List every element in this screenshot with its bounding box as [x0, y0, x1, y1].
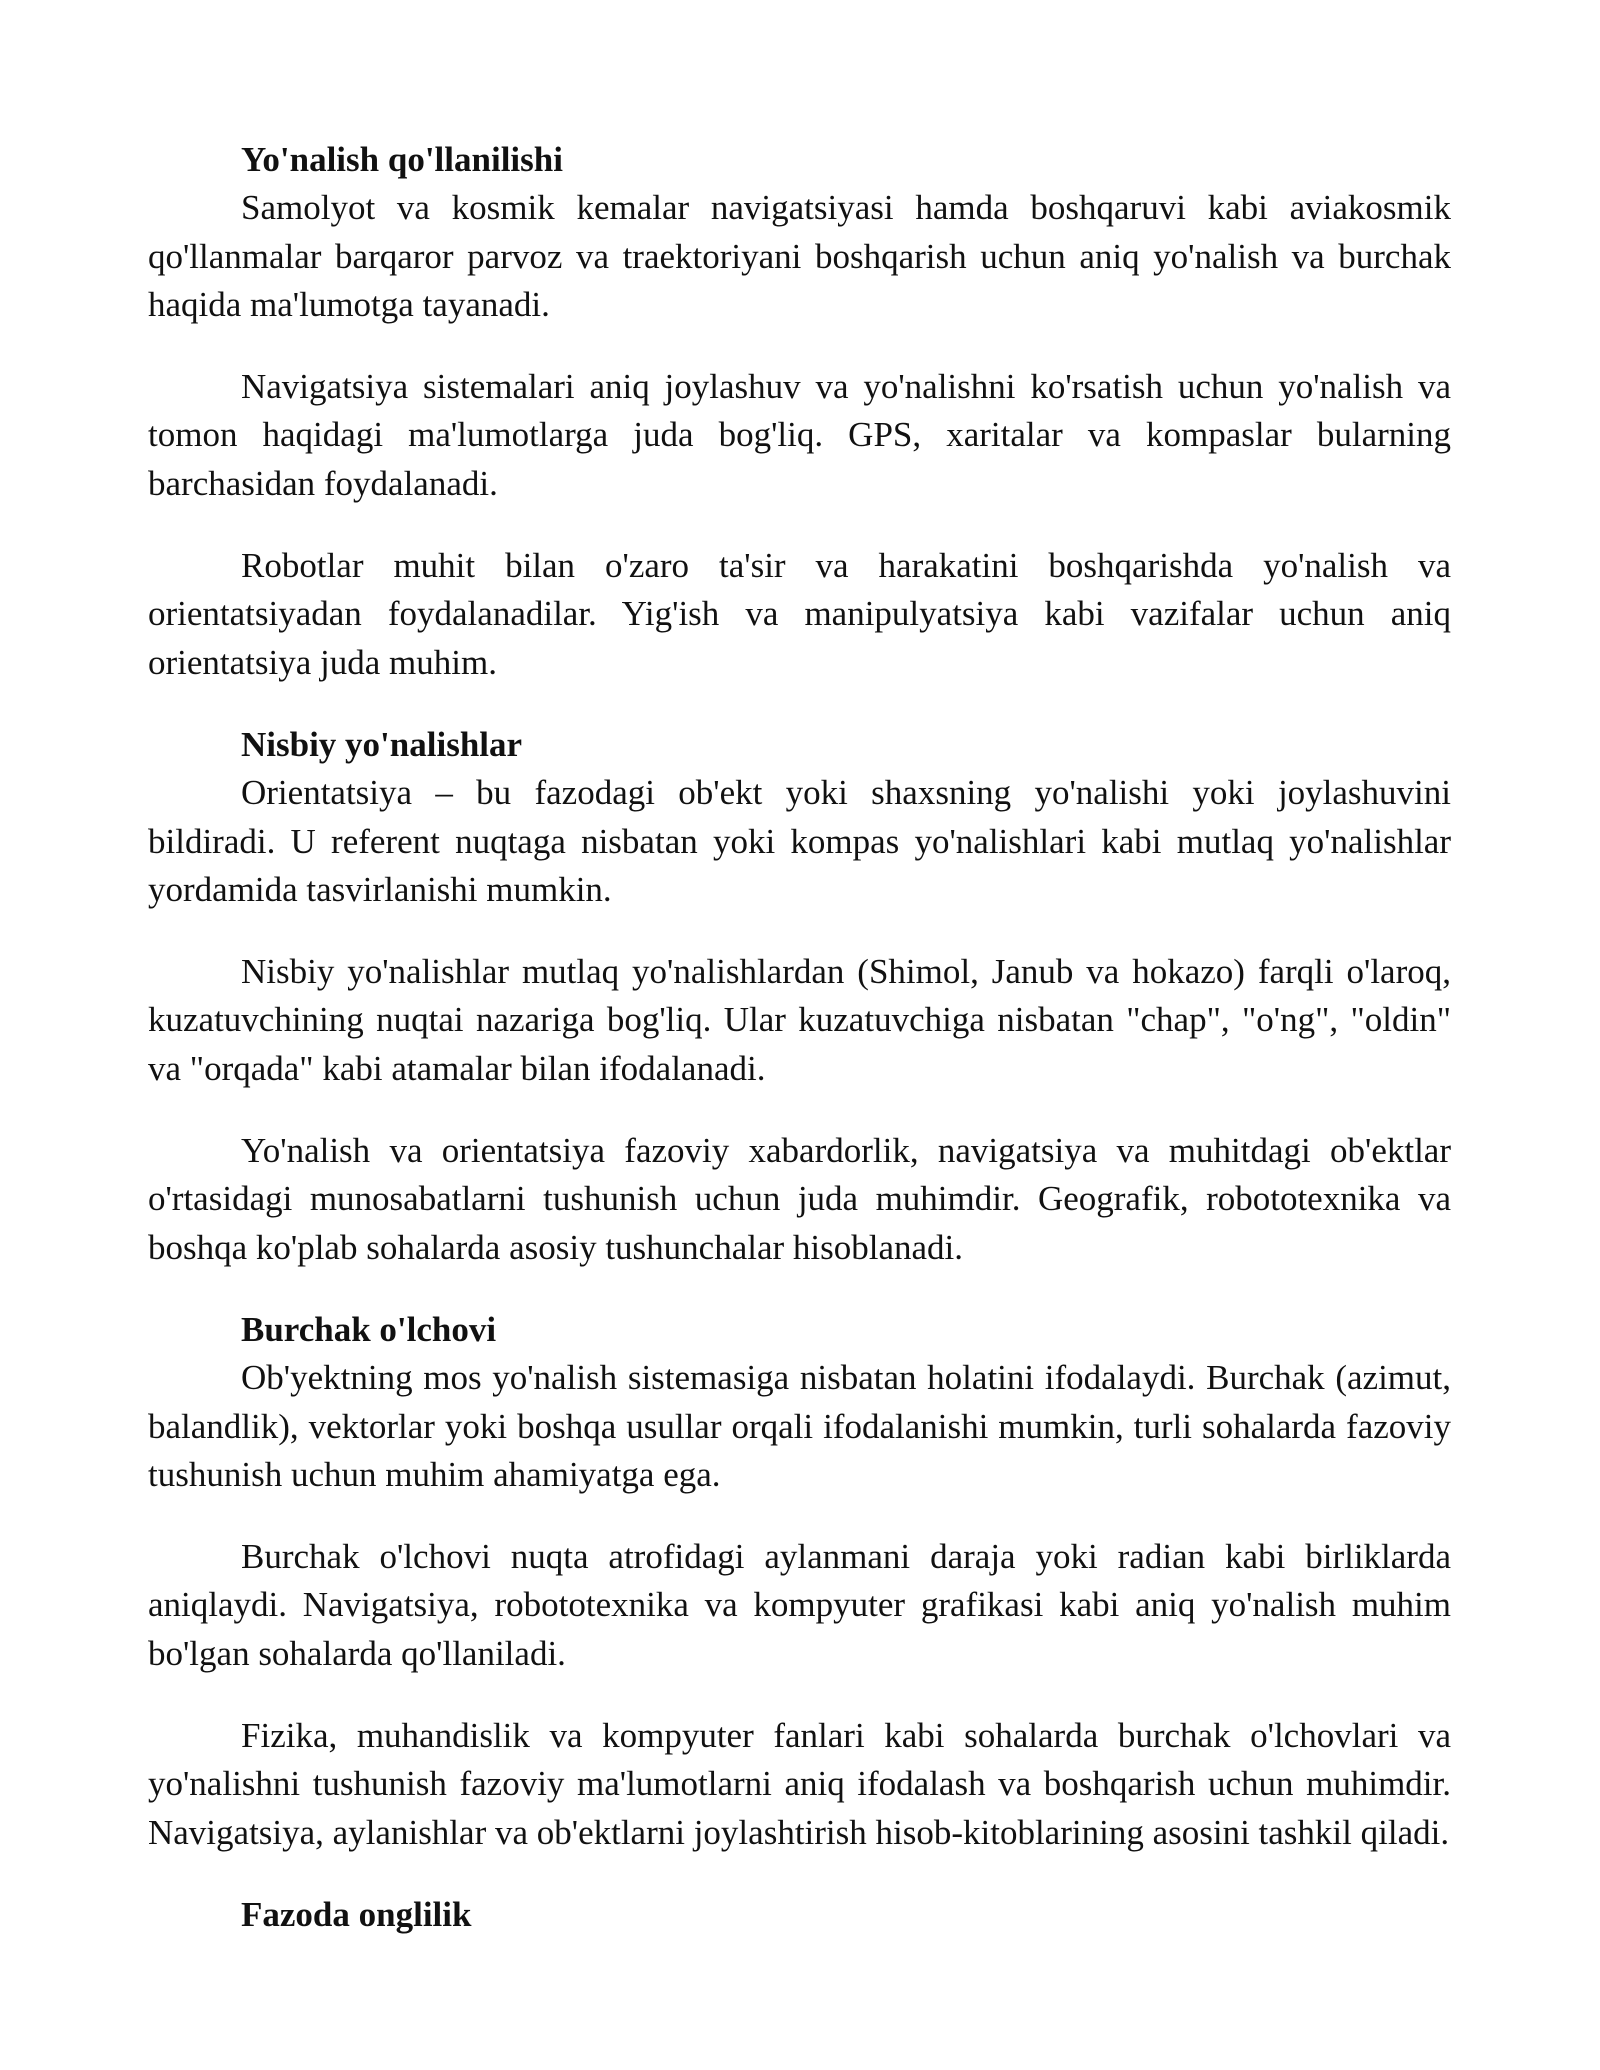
section-heading: Burchak o'lchovi — [241, 1309, 497, 1349]
paragraph: Samolyot va kosmik kemalar navigatsiyasi hamda boshqaruvi kabi aviakosmik qo'llanmalar barqaror parvoz va traektoriyani boshqarish uchun aniq yo'nalish va burchak haqida ma'lumotga tayanadi. — [148, 188, 1451, 324]
section-heading: Yo'nalish qo'llanilishi — [241, 140, 563, 179]
section-nisbiy-yonalishlar — [148, 721, 1451, 1272]
section-heading: Fazoda onglilik — [241, 1894, 472, 1934]
section-burchak-olchovi — [148, 1306, 1451, 1857]
paragraph: Fizika, muhandislik va kompyuter fanlari kabi sohalarda burchak o'lchovlari va yo'nalishni tushunish fazoviy ma'lumotlarni aniq ifodalash va boshqarish uchun muhimdir. Navigatsiya, aylanishlar va ob'ektlarni joylashtirish hisob-kitoblarining asosini tashkil qiladi. — [148, 1716, 1451, 1852]
paragraph: Navigatsiya sistemalari aniq joylashuv va yo'nalishni ko'rsatish uchun yo'nalish va tomon haqidagi ma'lumotlarga juda bog'liq. GPS, xaritalar va kompaslar bularning barchasidan foydalanadi. — [148, 367, 1451, 503]
document-body — [148, 136, 1451, 1939]
paragraph: Burchak o'lchovi nuqta atrofidagi aylanmani daraja yoki radian kabi birliklarda aniqlaydi. Navigatsiya, robototexnika va kompyuter grafikasi kabi aniq yo'nalish muhim bo'lgan sohalarda qo'llaniladi. — [148, 1537, 1451, 1673]
section-yonalish-qollanilishi — [148, 136, 1451, 687]
paragraph: Nisbiy yo'nalishlar mutlaq yo'nalishlardan (Shimol, Janub va hokazo) farqli o'laroq, kuzatuvchining nuqtai nazariga bog'liq. Ular kuzatuvchiga nisbatan "chap", "o'ng", "oldin" va "orqada" kabi atamalar bilan ifodalanadi. — [148, 952, 1451, 1088]
paragraph: Ob'yektning mos yo'nalish sistemasiga nisbatan holatini ifodalaydi. Burchak (azimut, balandlik), vektorlar yoki boshqa usullar orqali ifodalanishi mumkin, turli sohalarda fazoviy tushunish uchun muhim ahamiyatga ega. — [148, 1358, 1451, 1494]
section-heading: Nisbiy yo'nalishlar — [241, 724, 523, 764]
paragraph: Robotlar muhit bilan o'zaro ta'sir va harakatini boshqarishda yo'nalish va orientatsiyadan foydalanadilar. Yig'ish va manipulyatsiya kabi vazifalar uchun aniq orientatsiya juda muhim. — [148, 546, 1451, 682]
paragraph: Yo'nalish va orientatsiya fazoviy xabardorlik, navigatsiya va muhitdagi ob'ektlar o'rtasidagi munosabatlarni tushunish uchun juda muhimdir. Geografik, robototexnika va boshqa ko'plab sohalarda asosiy tushunchalar hisoblanadi. — [148, 1131, 1451, 1267]
section-fazoda-onglilik — [148, 1891, 1451, 1939]
paragraph: Orientatsiya – bu fazodagi ob'ekt yoki shaxsning yo'nalishi yoki joylashuvini bildiradi. U referent nuqtaga nisbatan yoki kompas yo'nalishlari kabi mutlaq yo'nalishlar yordamida tasvirlanishi mumkin. — [148, 773, 1451, 909]
